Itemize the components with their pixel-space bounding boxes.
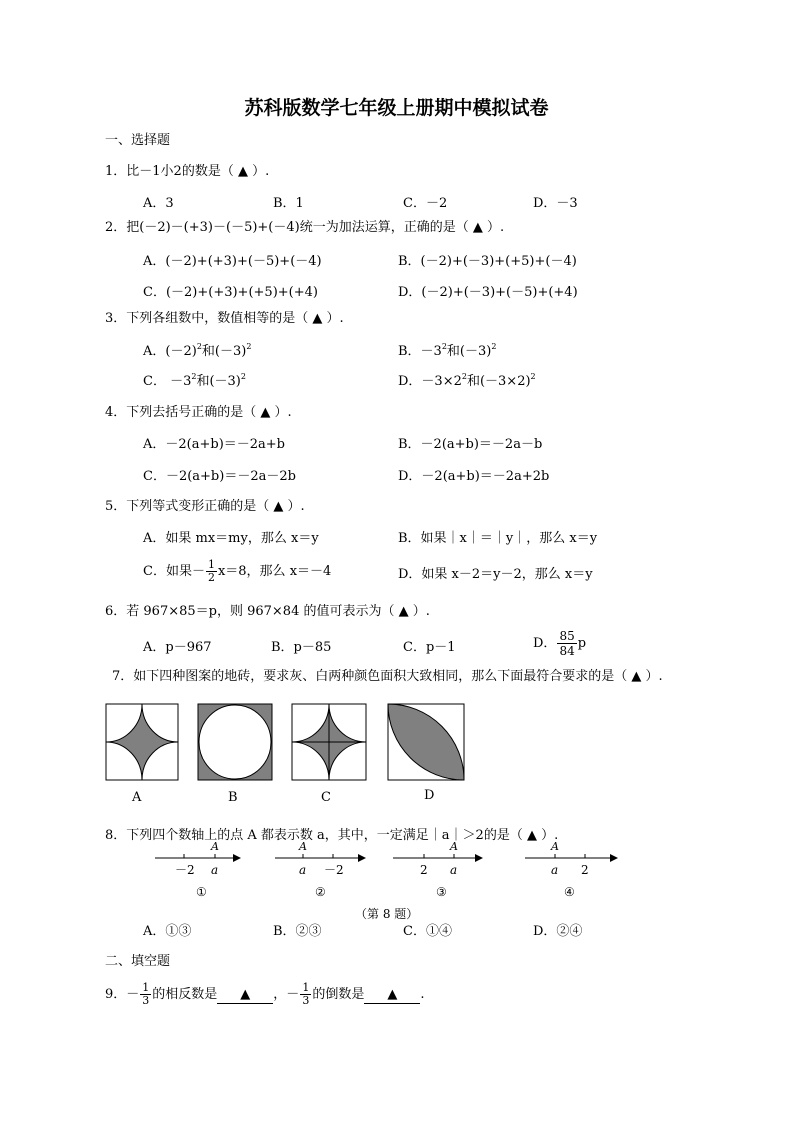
q6-stem: 6．若 967×85＝p，则 967×84 的值可表示为（ ▲ ）. [105, 604, 430, 619]
q7-stem: 7．如下四种图案的地砖，要求灰、白两种颜色面积大致相同，那么下面最符合要求的是（ ▲ ）. [112, 669, 663, 684]
number-line-1 [155, 840, 241, 899]
q4-option-c: C．－2(a+b)＝－2a－2b [143, 469, 296, 484]
nl4-var: a [551, 863, 559, 877]
q3-option-b: B．$-3^2$和$(-3)^2$ [398, 342, 497, 359]
nl3-point: A [450, 840, 458, 853]
tile-c [292, 704, 366, 780]
q8-stem: 8．下列四个数轴上的点 A 都表示数 a，其中，一定满足｜a｜＞2的是（ ▲ ）. [105, 828, 559, 843]
q8-option-c: C．①④ [403, 924, 452, 939]
q6-option-d: D． $\frac{85}{84}$ p [533, 629, 587, 658]
q3-option-d: D．$-3\times 2^2$和$(-3\times 2)^2$ [398, 372, 536, 389]
q2-option-a: A．(－2)+(+3)+(－5)+(－4) [143, 254, 322, 269]
section-fill: 二、填空题 [105, 954, 171, 969]
q6-option-b: B．p－85 [271, 640, 332, 655]
q8-number-lines [140, 838, 630, 908]
tile-a-label: A [132, 790, 142, 805]
q3-option-c: C． $-3^2$和$(-3)^2$ [143, 372, 246, 389]
nl3-var: a [450, 863, 458, 877]
q4-option-a: A．－2(a+b)＝－2a+b [143, 437, 286, 452]
nl1-num: ① [196, 885, 207, 899]
tile-d [388, 704, 464, 780]
q5-stem: 5．下列等式变形正确的是（ ▲ ）. [105, 499, 305, 514]
number-line-3 [393, 840, 483, 899]
fraction-one-half: $\frac{1}{2}$ [207, 558, 215, 584]
tile-b-label: B [228, 790, 238, 805]
nl2-neg2: －2 [324, 863, 344, 877]
nl2-num: ② [315, 885, 326, 899]
q9: 9．－ $\frac{1}{3}$ 的相反数是 ▲ ，－ $\frac{1}{3}$ 的倒数是 ▲ . [105, 981, 425, 1007]
q3-option-a: A．$(-2)^2$和$(-3)^2$ [143, 342, 252, 359]
q1-option-d: D．－3 [533, 196, 578, 211]
tile-a [106, 704, 178, 780]
fraction-one-third-2: $\frac{1}{3}$ [302, 981, 310, 1007]
nl2-var: a [299, 863, 307, 877]
q1-option-a: A．3 [143, 196, 174, 211]
nl4-point: A [551, 840, 559, 853]
fraction-one-third: $\frac{1}{3}$ [142, 981, 150, 1007]
q8-option-a: A．①③ [143, 924, 192, 939]
number-line-4 [525, 840, 618, 899]
tile-d-label: D [424, 788, 435, 803]
q9-blank-2[interactable]: ▲ [364, 987, 420, 1004]
nl4-num: ④ [564, 885, 575, 899]
q5-option-b: B．如果｜x｜＝｜y｜，那么 x＝y [398, 531, 598, 546]
nl1-var: a [211, 863, 219, 877]
q2-stem: 2．把(－2)－(+3)－(－5)+(－4)统一为加法运算，正确的是（ ▲ ）. [105, 220, 505, 235]
nl4-two: 2 [581, 863, 589, 877]
number-line-2 [275, 840, 366, 899]
q4-stem: 4．下列去括号正确的是（ ▲ ）. [105, 405, 292, 420]
q5-option-c: C．如果－ $\frac{1}{2}$ x＝8，那么 x＝－4 [143, 558, 332, 584]
nl1-point: A [211, 840, 219, 853]
fraction-85-84: $\frac{85}{84}$ [559, 629, 575, 658]
q1-stem: 1．比－1小2的数是（ ▲ ）. [105, 164, 270, 179]
tile-b [198, 704, 272, 780]
q6-option-c: C．p－1 [403, 640, 456, 655]
nl3-two: 2 [420, 863, 428, 877]
nl2-point: A [299, 840, 307, 853]
q2-option-b: B．(－2)+(－3)+(+5)+(－4) [398, 254, 577, 269]
section-choice: 一、选择题 [105, 133, 171, 148]
q4-option-b: B．－2(a+b)＝－2a－b [398, 437, 543, 452]
tile-c-label: C [321, 790, 331, 805]
q4-option-d: D．－2(a+b)＝－2a+2b [398, 469, 550, 484]
q2-option-c: C．(－2)+(+3)+(+5)+(+4) [143, 285, 318, 300]
q8-caption: （第 8 题） [355, 907, 419, 921]
q7-tile-figures [100, 700, 480, 790]
q9-blank-1[interactable]: ▲ [217, 987, 273, 1004]
q8-option-b: B．②③ [273, 924, 322, 939]
page-title: 苏科版数学七年级上册期中模拟试卷 [244, 97, 549, 119]
q5-option-a: A．如果 mx＝my，那么 x＝y [143, 531, 319, 546]
q1-option-c: C．－2 [403, 196, 448, 211]
nl3-num: ③ [436, 885, 447, 899]
q1-option-b: B．1 [273, 196, 304, 211]
q8-option-d: D．②④ [533, 924, 583, 939]
q5-option-d: D．如果 x－2＝y－2，那么 x＝y [398, 567, 593, 582]
q3-stem: 3．下列各组数中，数值相等的是（ ▲ ）. [105, 311, 344, 326]
nl1-neg2: －2 [175, 863, 195, 877]
q6-option-a: A．p－967 [143, 640, 212, 655]
q2-option-d: D．(－2)+(－3)+(－5)+(+4) [398, 285, 578, 300]
